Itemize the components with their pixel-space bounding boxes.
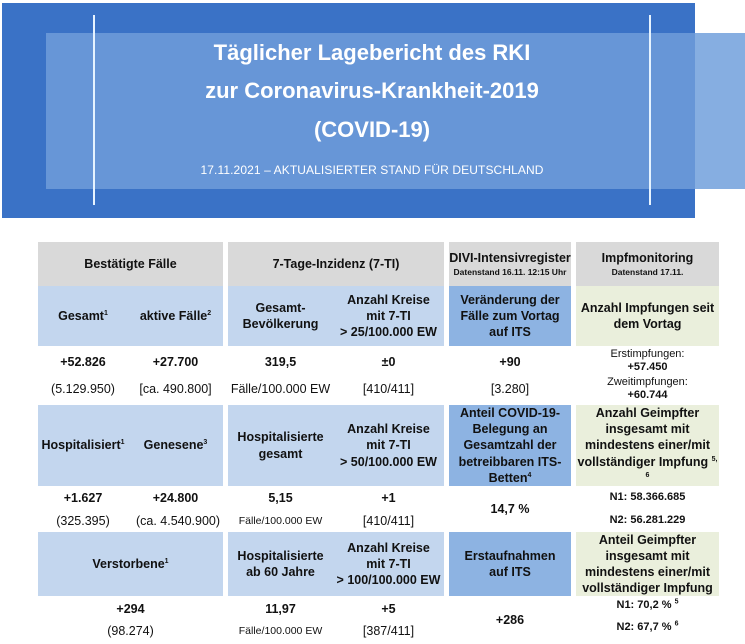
label-aktive-faelle bbox=[128, 286, 223, 346]
label-line: mindestens einer/mit bbox=[584, 438, 711, 453]
label-line: Belegung an bbox=[472, 422, 548, 437]
footnote-ref: 5 bbox=[674, 598, 679, 606]
value-n2-share bbox=[576, 621, 719, 633]
total-gesamt: (5.129.950) bbox=[51, 382, 115, 396]
label-vacc-count bbox=[576, 405, 719, 486]
label-zweitimpfungen: Zweitimpfungen: bbox=[607, 376, 688, 388]
report-title-line-2: zur Coronavirus-Krankheit-2019 bbox=[205, 78, 539, 103]
label-line: Gesamtzahl der bbox=[463, 438, 557, 453]
label-hosp-gesamt bbox=[228, 405, 333, 486]
label-line: vollständiger Impfung bbox=[582, 581, 713, 596]
value-gesamt: +52.826 bbox=[60, 355, 106, 369]
label-kreise-50 bbox=[333, 405, 444, 486]
value-kreise-100: +5 bbox=[381, 602, 396, 616]
label-line: mit 7-TI bbox=[366, 438, 411, 453]
footnote-ref: 3 bbox=[203, 439, 208, 447]
label-main: Genesene bbox=[143, 438, 204, 453]
section-title: DIVI-Intensivregister bbox=[449, 250, 571, 265]
label-kreise-100 bbox=[333, 532, 444, 596]
label-text bbox=[92, 556, 168, 572]
label-its-share bbox=[449, 405, 571, 486]
value-n2-count: N2: 56.281.229 bbox=[609, 514, 686, 526]
label-line: Anzahl Kreise bbox=[347, 422, 430, 437]
label-its-change bbox=[449, 286, 571, 346]
label-line bbox=[489, 470, 532, 486]
label-erstimpfungen: Erstimpfungen: bbox=[610, 348, 685, 360]
label-main: vollständiger Impfung bbox=[577, 454, 709, 469]
value-its-new: +286 bbox=[495, 613, 525, 627]
label-kreise-25 bbox=[333, 286, 444, 346]
label-line: Fälle zum Vortag bbox=[460, 308, 560, 323]
value-aktive: +27.700 bbox=[152, 355, 199, 369]
footnote-ref: 2 bbox=[207, 309, 212, 317]
label-line: gesamt bbox=[258, 446, 303, 461]
label-gesamt bbox=[38, 286, 128, 346]
unit-incidence: Fälle/100.000 EW bbox=[230, 382, 331, 396]
label-line: mindestens einer/mit bbox=[584, 565, 711, 579]
footnote-ref: 6 bbox=[674, 620, 679, 628]
total-kreise-50: [410/411] bbox=[362, 514, 415, 528]
label-its-new bbox=[449, 532, 571, 596]
n1-text: N1: 70,2 % bbox=[616, 599, 672, 611]
section-title: Bestätigte Fälle bbox=[84, 256, 177, 271]
unit-hosp-60: Fälle/100.000 EW bbox=[238, 625, 323, 637]
label-line: Hospitalisierte bbox=[237, 430, 324, 445]
label-line: insgesamt mit bbox=[605, 422, 690, 437]
value-erstimpfungen: +57.450 bbox=[627, 361, 668, 373]
label-line: ab 60 Jahre bbox=[246, 565, 315, 579]
label-text bbox=[140, 308, 211, 324]
total-aktive: [ca. 490.800] bbox=[139, 382, 212, 396]
label-line: Veränderung der bbox=[460, 292, 560, 307]
section-header-divi bbox=[449, 242, 571, 286]
section-title: Impfmonitoring bbox=[601, 250, 694, 265]
total-kreise-25: [410/411] bbox=[362, 382, 415, 396]
report-title-line-1: Täglicher Lagebericht des RKI bbox=[213, 40, 531, 65]
value-its-share: 14,7 % bbox=[490, 502, 530, 516]
label-line: Hospitalisierte bbox=[237, 548, 324, 563]
unit-hosp-gesamt: Fälle/100.000 EW bbox=[238, 515, 323, 527]
value-verstorbene: +294 bbox=[116, 602, 145, 616]
label-line: auf ITS bbox=[489, 565, 531, 579]
label-line: Bevölkerung bbox=[242, 317, 319, 331]
label-hosp-60 bbox=[228, 532, 333, 596]
value-its-change: +90 bbox=[499, 355, 521, 369]
label-vacc-daily bbox=[576, 286, 719, 346]
section-date-note: Datenstand 16.11. 12:15 Uhr bbox=[453, 267, 567, 278]
label-line: mit 7-TI bbox=[366, 308, 411, 323]
label-line bbox=[576, 454, 719, 487]
value-zweitimpfungen: +60.744 bbox=[627, 389, 668, 401]
label-line: Anzahl Geimpfter bbox=[595, 405, 700, 420]
value-incidence: 319,5 bbox=[264, 355, 297, 369]
label-line: auf ITS bbox=[489, 325, 531, 340]
label-line: > 50/100.000 EW bbox=[340, 454, 437, 469]
label-line: Gesamt- bbox=[255, 300, 306, 315]
label-line: insgesamt mit bbox=[605, 548, 690, 563]
total-hospitalisiert: (325.395) bbox=[56, 514, 110, 528]
label-gesamt-bevoelkerung bbox=[228, 286, 333, 346]
report-subtitle: 17.11.2021 – AKTUALISIERTER STAND FÜR DEUTSCHLAND bbox=[200, 163, 544, 177]
label-vacc-share bbox=[576, 532, 719, 596]
label-main: Hospitalisiert bbox=[41, 438, 121, 453]
footnote-ref: 4 bbox=[527, 471, 532, 479]
report-title-line-3: (COVID-19) bbox=[313, 117, 431, 142]
value-hospitalisiert: +1.627 bbox=[63, 491, 103, 505]
value-n1-share bbox=[576, 599, 719, 611]
value-kreise-25: ±0 bbox=[381, 355, 396, 369]
label-line: Anteil Geimpfter bbox=[598, 532, 697, 547]
value-hosp-gesamt: 5,15 bbox=[268, 491, 293, 505]
value-kreise-50: +1 bbox=[381, 491, 396, 505]
section-header-vaccination bbox=[576, 242, 719, 286]
footnote-ref: 1 bbox=[120, 439, 125, 447]
section-date-note: Datenstand 17.11. bbox=[611, 267, 684, 278]
label-hospitalisiert bbox=[38, 405, 128, 486]
section-header-cases bbox=[38, 242, 223, 286]
total-genesene: (ca. 4.540.900) bbox=[135, 514, 221, 528]
label-line: > 100/100.000 EW bbox=[336, 573, 441, 588]
total-verstorbene: (98.274) bbox=[107, 624, 154, 638]
footnote-ref: 1 bbox=[164, 557, 169, 565]
label-text bbox=[144, 437, 208, 453]
label-text bbox=[58, 308, 108, 324]
label-line: betreibbaren ITS- bbox=[458, 454, 562, 469]
footnote-ref: 5, 6 bbox=[645, 455, 718, 479]
value-n1-count: N1: 58.366.685 bbox=[609, 491, 686, 503]
label-main: Gesamt bbox=[58, 308, 104, 323]
label-verstorbene bbox=[38, 532, 223, 596]
footnote-ref: 1 bbox=[103, 309, 108, 317]
label-line: Anzahl Kreise bbox=[347, 540, 430, 555]
value-hosp-60: 11,97 bbox=[265, 602, 296, 616]
label-main: aktive Fälle bbox=[139, 308, 208, 323]
section-title: 7-Tage-Inzidenz (7-TI) bbox=[272, 256, 400, 271]
total-kreise-100: [387/411] bbox=[362, 624, 415, 638]
n2-text: N2: 67,7 % bbox=[616, 621, 672, 633]
value-genesene: +24.800 bbox=[152, 491, 199, 505]
section-header-incidence bbox=[228, 242, 444, 286]
label-line: Anteil COVID-19- bbox=[459, 405, 560, 420]
label-genesene bbox=[128, 405, 223, 486]
total-its: [3.280] bbox=[490, 382, 530, 396]
label-main: Betten bbox=[488, 470, 528, 485]
label-main: Verstorbene bbox=[92, 556, 165, 571]
label-line: Erstaufnahmen bbox=[464, 548, 556, 563]
label-line: dem Vortag bbox=[613, 317, 682, 331]
label-line: Anzahl Impfungen seit bbox=[580, 300, 715, 315]
label-line: Anzahl Kreise bbox=[347, 292, 430, 307]
label-line: mit 7-TI bbox=[366, 556, 411, 571]
label-text bbox=[41, 437, 124, 453]
label-line: > 25/100.000 EW bbox=[340, 325, 437, 340]
